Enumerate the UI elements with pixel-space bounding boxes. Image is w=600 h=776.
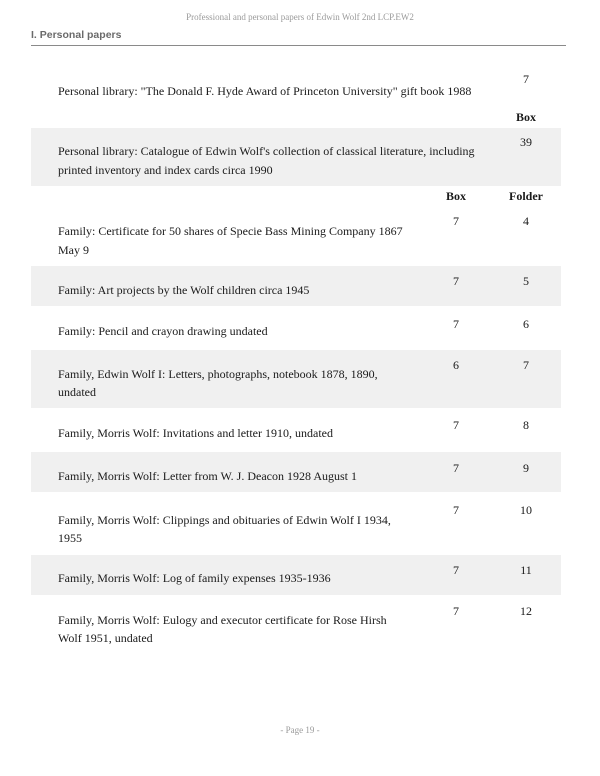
item-title-line-2: Wolf 1951, undated: [58, 631, 153, 645]
table-row: [31, 306, 561, 350]
item-box: 7: [453, 214, 459, 228]
item-box: 7: [453, 274, 459, 288]
item-title: Family: Art projects by the Wolf children circa 1945: [58, 283, 310, 297]
item-title-line-2: printed inventory and index cards circa 1990: [58, 163, 273, 177]
item-title-line-1: Family: Certificate for 50 shares of Specie Bass Mining Company 1867: [58, 224, 403, 238]
table-row: [31, 207, 561, 266]
item-title-line-2: 1955: [58, 531, 82, 545]
table-row: [31, 492, 561, 555]
item-title-line-2: undated: [58, 385, 96, 399]
item-folder: 9: [523, 461, 529, 475]
item-box: 7: [453, 503, 459, 517]
table-row: [31, 595, 561, 655]
item-folder: 11: [520, 563, 532, 577]
running-head: Professional and personal papers of Edwin Wolf 2nd LCP.EW2: [186, 12, 414, 22]
table-row: [31, 452, 561, 492]
item-folder: 10: [520, 503, 532, 517]
item-folder: 8: [523, 418, 529, 432]
table-row: [31, 350, 561, 408]
item-box: 7: [453, 604, 459, 618]
item-title-line-1: Family, Edwin Wolf I: Letters, photographs, notebook 1878, 1890,: [58, 367, 378, 381]
item-title-line-2: May 9: [58, 243, 89, 257]
item-folder: 7: [523, 358, 529, 372]
item-box: 7: [453, 317, 459, 331]
item-title: Family, Morris Wolf: Log of family expenses 1935-1936: [58, 571, 331, 585]
item-box: 7: [453, 418, 459, 432]
item-title-line-1: Family, Morris Wolf: Clippings and obituaries of Edwin Wolf I 1934,: [58, 513, 391, 527]
item-title: Family: Pencil and crayon drawing undated: [58, 324, 268, 338]
column-header-box: Box: [445, 189, 466, 203]
page-number: - Page 19 -: [280, 725, 320, 735]
item-box: 6: [453, 358, 459, 372]
item-folder: 5: [523, 274, 529, 288]
list-item: [31, 128, 561, 186]
table-row: [31, 408, 561, 452]
item-box: 39: [520, 135, 532, 149]
column-header-folder: Folder: [509, 189, 543, 203]
item-title: Family, Morris Wolf: Invitations and letter 1910, undated: [58, 426, 333, 440]
item-box: 7: [453, 563, 459, 577]
item-folder: 4: [523, 214, 529, 228]
column-header-box: Box: [515, 110, 536, 124]
section-divider: [31, 45, 566, 46]
item-title-line-1: Family, Morris Wolf: Eulogy and executor certificate for Rose Hirsh: [58, 613, 387, 627]
item-title: Personal library: "The Donald F. Hyde Award of Princeton University" gift book 1988: [58, 84, 472, 98]
section-title: I. Personal papers: [31, 29, 122, 41]
item-box: 7: [523, 72, 529, 86]
item-box: 7: [453, 461, 459, 475]
item-title-line-1: Personal library: Catalogue of Edwin Wolf's collection of classical literature, including: [58, 144, 475, 158]
item-folder: 6: [523, 317, 529, 331]
table-row: [31, 266, 561, 306]
item-title: Family, Morris Wolf: Letter from W. J. Deacon 1928 August 1: [58, 469, 358, 483]
list-item: [31, 68, 561, 116]
item-folder: 12: [520, 604, 532, 618]
table-row: [31, 555, 561, 595]
